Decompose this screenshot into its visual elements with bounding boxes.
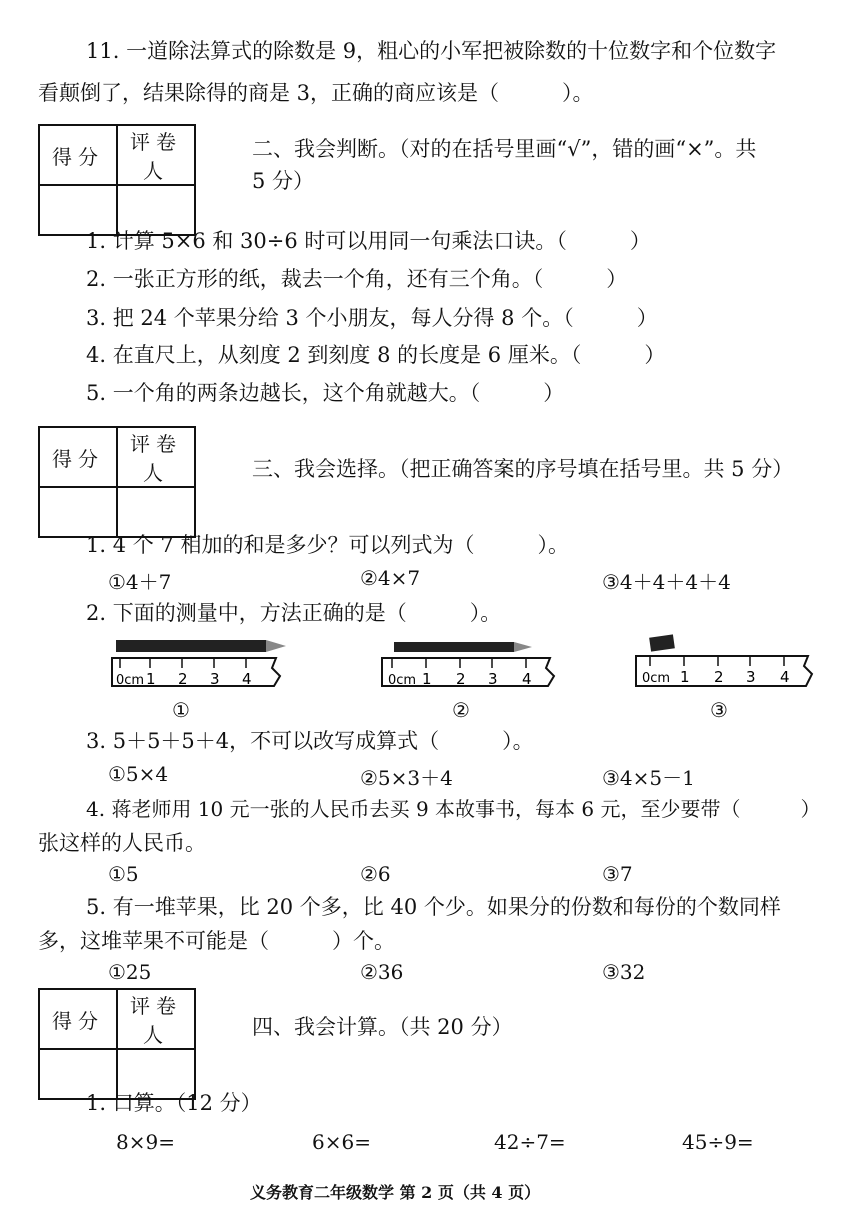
score-label: 得分 <box>39 125 117 185</box>
ruler-figure-2 <box>380 640 570 700</box>
pencil-tip <box>514 642 532 652</box>
option: ①25 <box>108 960 152 984</box>
grader-label: 评卷人 <box>117 427 195 487</box>
score-label: 得分 <box>39 427 117 487</box>
page-footer: 义务教育二年级数学 第 2 页（共 4 页） <box>250 1183 541 1202</box>
section3-title: 三、我会选择。（把正确答案的序号填在括号里。共 5 分） <box>252 457 794 481</box>
option: ③32 <box>602 960 646 984</box>
calc-problem: 42÷7= <box>494 1130 566 1154</box>
choice-q4-line1: 4. 蒋老师用 10 元一张的人民币去买 9 本故事书，每本 6 元，至少要带（ ） <box>86 797 821 821</box>
ruler-label: 1 <box>680 668 690 686</box>
calc-problem: 45÷9= <box>682 1130 754 1154</box>
ruler-label: 0cm <box>642 671 671 686</box>
score-box-section3 <box>38 426 196 538</box>
option: ②4×7 <box>360 566 421 590</box>
ruler-label: 0cm <box>388 673 417 688</box>
q11-line1: 11. 一道除法算式的除数是 9，粗心的小军把被除数的十位数字和个位数字 <box>86 39 777 63</box>
option: ③4×5－1 <box>602 766 695 790</box>
judge-item: 5. 一个角的两条边越长，这个角就越大。（ ） <box>86 381 565 405</box>
choice-q3: 3. 5＋5＋5＋4，不可以改写成算式（ ）。 <box>86 729 534 753</box>
section4-sub1: 1. 口算。（12 分） <box>86 1091 262 1115</box>
score-box-section2 <box>38 124 196 236</box>
ruler-label: 2 <box>714 668 724 686</box>
ruler-figure-3 <box>634 634 824 700</box>
ruler-option: ① <box>172 698 190 722</box>
ruler-label: 3 <box>488 670 498 688</box>
option: ②5×3＋4 <box>360 766 453 790</box>
choice-q2: 2. 下面的测量中，方法正确的是（ ）。 <box>86 601 502 625</box>
choice-q5-line1: 5. 有一堆苹果，比 20 个多，比 40 个少。如果分的份数和每份的个数同样 <box>86 895 781 919</box>
option: ②6 <box>360 862 391 886</box>
choice-q4-line2: 张这样的人民币。 <box>38 831 206 855</box>
judge-item: 1. 计算 5×6 和 30÷6 时可以用同一句乘法口诀。（ ） <box>86 229 651 253</box>
section2-title-line2: 5 分） <box>252 169 315 193</box>
score-label: 得分 <box>39 989 117 1049</box>
q11-line2: 看颠倒了，结果除得的商是 3，正确的商应该是（ ）。 <box>38 81 594 105</box>
option: ②36 <box>360 960 404 984</box>
pencil-shape <box>394 642 514 652</box>
ruler-label: 3 <box>210 670 220 688</box>
ruler-option: ② <box>452 698 470 722</box>
grader-label: 评卷人 <box>117 125 195 185</box>
grader-label: 评卷人 <box>117 989 195 1049</box>
choice-q1: 1. 4 个 7 相加的和是多少？可以列式为（ ）。 <box>86 533 569 557</box>
calc-problem: 6×6= <box>312 1130 371 1154</box>
ruler-label: 4 <box>522 670 532 688</box>
score-cell[interactable] <box>39 487 117 537</box>
ruler-label: 4 <box>780 668 790 686</box>
option: ③4＋4＋4＋4 <box>602 570 731 594</box>
pencil-tip <box>266 640 286 652</box>
score-box-section4 <box>38 988 196 1100</box>
judge-item: 4. 在直尺上，从刻度 2 到刻度 8 的长度是 6 厘米。（ ） <box>86 343 666 367</box>
pencil-shape <box>649 634 675 651</box>
calc-problem: 8×9= <box>116 1130 175 1154</box>
option: ①4＋7 <box>108 570 172 594</box>
ruler-label: 1 <box>146 670 156 688</box>
ruler-label: 4 <box>242 670 252 688</box>
option: ①5 <box>108 862 139 886</box>
option: ①5×4 <box>108 762 169 786</box>
ruler-label: 2 <box>456 670 466 688</box>
section2-title-line1: 二、我会判断。（对的在括号里画“√”，错的画“×”。共 <box>252 137 757 161</box>
judge-item: 3. 把 24 个苹果分给 3 个小朋友，每人分得 8 个。（ ） <box>86 306 658 330</box>
option: ③7 <box>602 862 633 886</box>
ruler-option: ③ <box>710 698 728 722</box>
section4-title: 四、我会计算。（共 20 分） <box>252 1015 513 1039</box>
grader-cell[interactable] <box>117 487 195 537</box>
judge-item: 2. 一张正方形的纸，裁去一个角，还有三个角。（ ） <box>86 267 628 291</box>
ruler-figure-1 <box>110 640 300 700</box>
ruler-label: 2 <box>178 670 188 688</box>
ruler-label: 3 <box>746 668 756 686</box>
choice-q5-line2: 多，这堆苹果不可能是（ ）个。 <box>38 929 395 953</box>
ruler-label: 1 <box>422 670 432 688</box>
ruler-label: 0cm <box>116 673 145 688</box>
pencil-shape <box>116 640 266 652</box>
